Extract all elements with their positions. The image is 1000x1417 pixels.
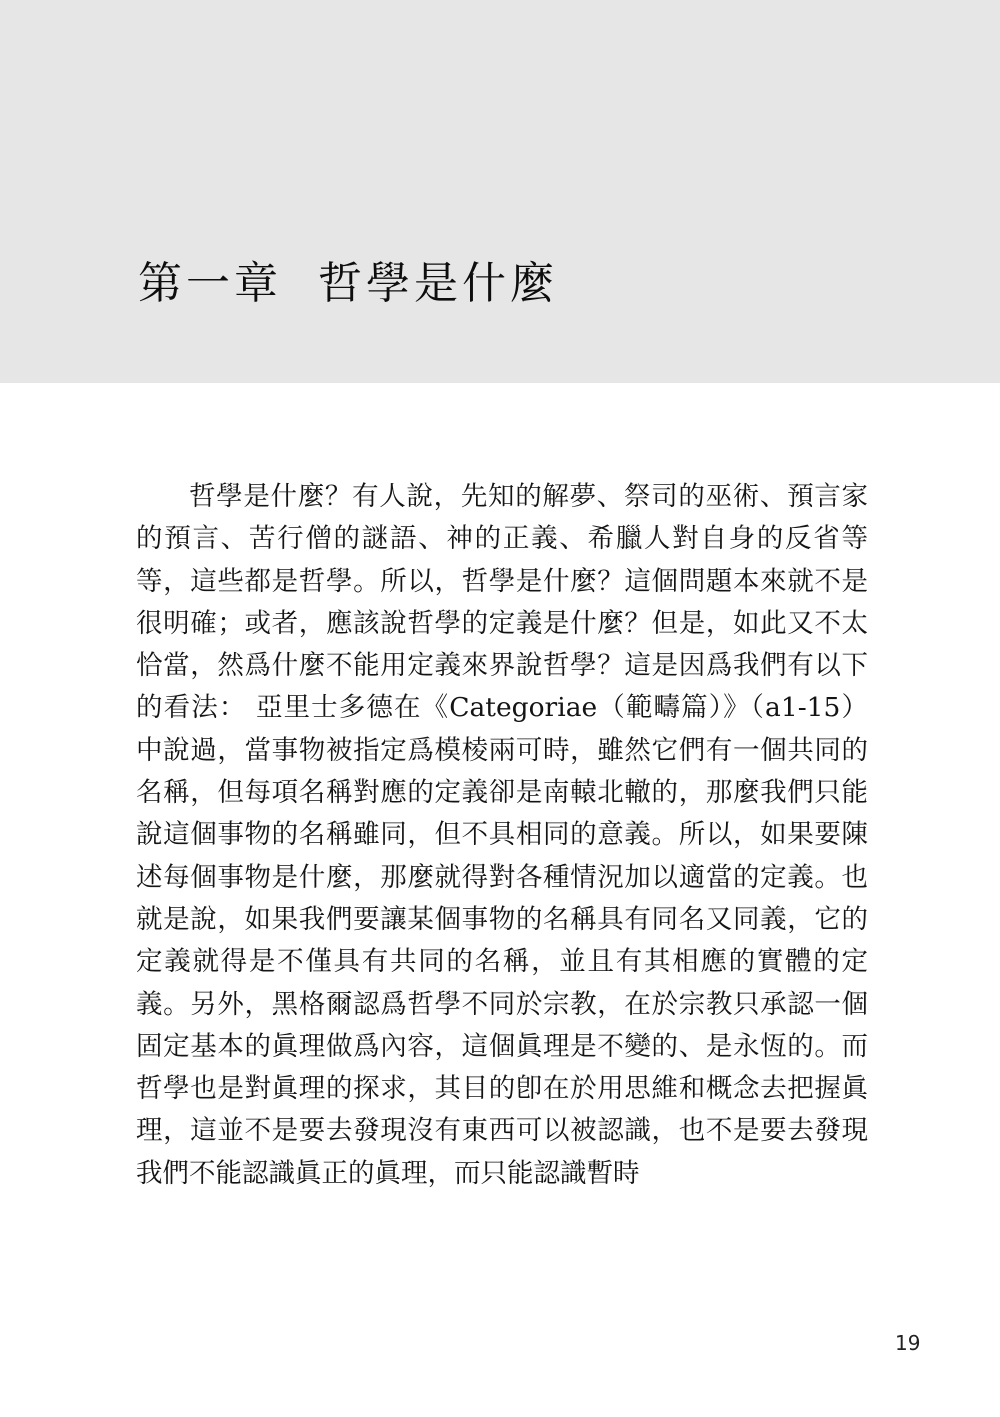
chapter-header-band (0, 0, 1000, 383)
body-paragraph: 哲學是什麼？有人說，先知的解夢、祭司的巫術、預言家的預言、苦行僧的謎語、神的正義、希臘人對自身的反省等等，這些都是哲學。所以，哲學是什麼？這個問題本來就不是很明確；或者，應該說哲學的定義是什麼？但是，如此又不太恰當，然爲什麼不能用定義來界說哲學？這是因爲我們有以下的看法： 亞里士多德在《Categoriae（範疇篇）》（a1-15）中說過，當事物被指定爲模棱兩可時，雖然它們有一個共同的名稱，但每項名稱對應的定義卻是南轅北轍的，那麼我們只能說這個事物的名稱雖同，但不具相同的意義。所以，如果要陳述每個事物是什麼，那麼就得對各種情況加以適當的定義。也就是說，如果我們要讓某個事物的名稱具有同名又同義，它的定義就得是不僅具有共同的名稱，並且有其相應的實體的定義。另外，黑格爾認爲哲學不同於宗教，在於宗教只承認一個固定基本的眞理做爲內容，這個眞理是不變的、是永恆的。而哲學也是對眞理的探求，其目的卽在於用思維和概念去把握眞理，這並不是要去發現沒有東西可以被認識，也不是要去發現我們不能認識眞正的眞理，而只能認識暫時 (136, 481, 868, 1189)
page-number: 19 (895, 1331, 921, 1355)
chapter-title: 第一章 哲學是什麼 (138, 258, 558, 309)
